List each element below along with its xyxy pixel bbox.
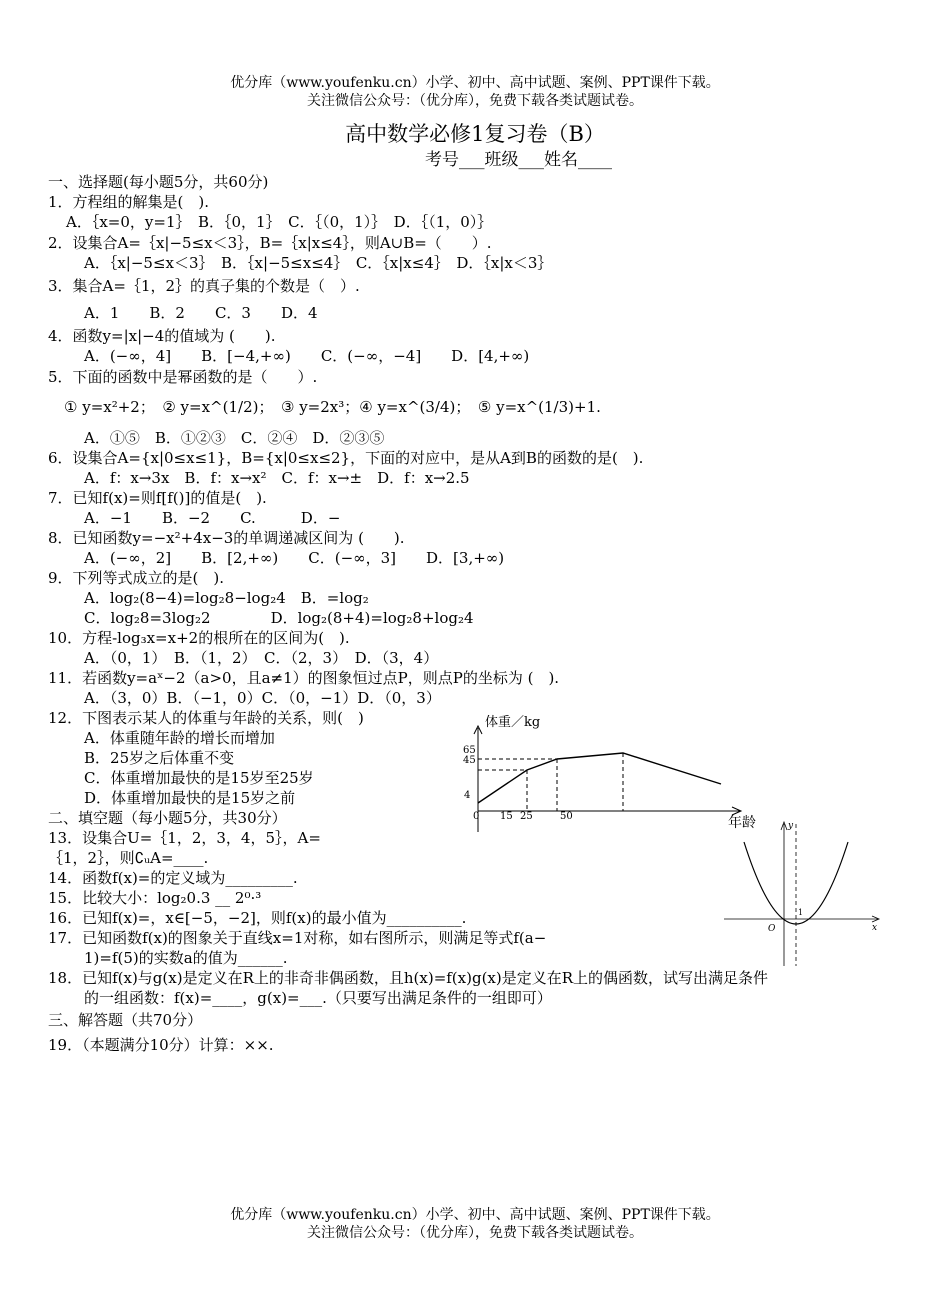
question-9: 9．下列等式成立的是( ).	[48, 569, 225, 587]
question-5-functions: ① y=x²+2； ② y=x^(1/2)； ③ y=2x³；④ y=x^(3/4)； ⑤ y=x^(1/3)+1.	[64, 398, 601, 416]
question-3-options: A．1 B．2 C．3 D．4	[84, 304, 318, 322]
header-line-2: 关注微信公众号：（优分库），免费下载各类试题试卷。	[307, 93, 643, 109]
question-5: 5．下面的函数中是幂函数的是（ ）.	[48, 368, 318, 386]
question-1: 1．方程组的解集是( ).	[48, 193, 210, 211]
parabola-xlabel: x	[872, 923, 878, 933]
graph-xtick-15: 15	[500, 811, 513, 822]
parabola-graph	[722, 818, 882, 968]
question-15: 15．比较大小：log₂0.3 __ 2⁰·³	[48, 889, 262, 907]
question-10-options: A．（0，1） B．（1，2） C．（2，3） D．（3，4）	[84, 649, 439, 667]
footer-line-1: 优分库（www.youfenku.cn）小学、初中、高中试题、案例、PPT课件下载。	[230, 1207, 720, 1223]
section-answer: 三、解答题（共70分）	[48, 1011, 203, 1029]
question-7-options: A．−1 B．−2 C. D．−	[84, 509, 341, 527]
question-10: 10．方程-log₃x=x+2的根所在的区间为( ).	[48, 629, 350, 647]
question-8: 8．已知函数y=−x²+4x−3的单调递减区间为 ( ).	[48, 529, 405, 547]
section-choice: 一、选择题(每小题5分，共60分)	[48, 173, 269, 191]
question-3: 3．集合A=｛1，2｝的真子集的个数是（ ）.	[48, 277, 360, 295]
question-2-options: A．｛x|−5≤x＜3｝ B．｛x|−5≤x≤4｝ C．｛x|x≤4｝ D．｛x|x＜3｝	[84, 254, 553, 272]
footer-line-2: 关注微信公众号：（优分库），免费下载各类试题试卷。	[307, 1225, 643, 1241]
question-18-cont: 的一组函数：f(x)=____，g(x)=___.（只要写出满足条件的一组即可）	[84, 989, 552, 1007]
graph-xtick-50: 50	[560, 811, 573, 822]
question-12-option-b: B．25岁之后体重不变	[84, 749, 235, 767]
question-2: 2．设集合A=｛x|−5≤x＜3｝，B=｛x|x≤4｝，则A∪B=（ ）.	[48, 234, 492, 252]
question-17: 17．已知函数f(x)的图象关于直线x=1对称，如右图所示，则满足等式f(a−	[48, 929, 547, 947]
question-4-options: A．(−∞，4] B．[−4,+∞) C．(−∞，−4] D．[4,+∞)	[84, 347, 530, 365]
graph-ytick-4: 4	[464, 790, 471, 801]
question-6: 6．设集合A={x|0≤x≤1}，B={x|0≤x≤2}，下面的对应中，是从A到B的函数的是( ).	[48, 449, 644, 467]
question-8-options: A．(−∞，2] B．[2,+∞) C．(−∞，3] D．[3,+∞)	[84, 549, 505, 567]
weight-curve	[478, 753, 721, 803]
question-4: 4．函数y=|x|−4的值域为 ( ).	[48, 327, 276, 345]
question-19: 19．（本题满分10分）计算：××.	[48, 1036, 274, 1054]
section-fill: 二、填空题（每小题5分，共30分）	[48, 809, 287, 827]
question-12-option-a: A．体重随年龄的增长而增加	[84, 729, 275, 747]
question-13: 13．设集合U=｛1，2，3，4，5｝，A=	[48, 829, 321, 847]
graph-ytick-65: 65	[463, 745, 476, 756]
question-12-option-d: D．体重增加最快的是15岁之前	[84, 789, 296, 807]
graph-ylabel: 体重／kg	[485, 715, 541, 730]
parabola-origin: O	[768, 924, 776, 934]
parabola-ylabel: y	[788, 821, 794, 831]
question-5-options: A．①⑤ B．①②③ C．②④ D．②③⑤	[84, 429, 385, 447]
graph-xlabel: 年龄	[728, 815, 756, 831]
question-6-options: A．f：x→3x B．f：x→x² C．f：x→± D．f：x→2.5	[84, 469, 470, 487]
parabola-tick-1: 1	[798, 908, 804, 917]
page-title: 高中数学必修1复习卷（B）	[345, 122, 605, 146]
question-16: 16．已知f(x)=，x∈[−5，−2]，则f(x)的最小值为__________.	[48, 909, 467, 927]
question-7: 7．已知f(x)=则f[f()]的值是( ).	[48, 489, 267, 507]
question-9-options-cd: C．log₂8=3log₂2 D．log₂(8+4)=log₂8+log₂4	[84, 609, 474, 627]
question-13-cont: ｛1，2｝，则∁ᵤA=____.	[48, 849, 209, 867]
graph-ytick-45: 45	[463, 755, 476, 766]
graph-xtick-0: 0	[473, 811, 480, 822]
question-11: 11．若函数y=aˣ−2（a>0，且a≠1）的图象恒过点P，则点P的坐标为 ( ).	[48, 669, 560, 687]
header-line-1: 优分库（www.youfenku.cn）小学、初中、高中试题、案例、PPT课件下载。	[230, 75, 720, 91]
question-1-options: A．｛x=0，y=1｝ B．｛0，1｝ C．｛（0，1）｝ D．｛（1，0）｝	[66, 213, 493, 231]
question-12: 12．下图表示某人的体重与年龄的关系，则( )	[48, 709, 364, 727]
weight-age-graph	[455, 712, 775, 832]
question-17-cont: 1)=f(5)的实数a的值为______.	[84, 949, 288, 967]
exam-info: 考号___班级___姓名____	[425, 150, 612, 170]
question-18: 18．已知f(x)与g(x)是定义在R上的非奇非偶函数，且h(x)=f(x)g(x)是定义在R上的偶函数，试写出满足条件	[48, 969, 769, 987]
question-9-options-ab: A．log₂(8−4)=log₂8−log₂4 B．=log₂	[84, 589, 369, 607]
graph-xtick-25: 25	[520, 811, 533, 822]
question-12-option-c: C．体重增加最快的是15岁至25岁	[84, 769, 314, 787]
question-11-options: A．（3，0）B．（−1，0）C．（0，−1）D．（0，3）	[84, 689, 441, 707]
question-14: 14．函数f(x)=的定义域为_________.	[48, 869, 298, 887]
